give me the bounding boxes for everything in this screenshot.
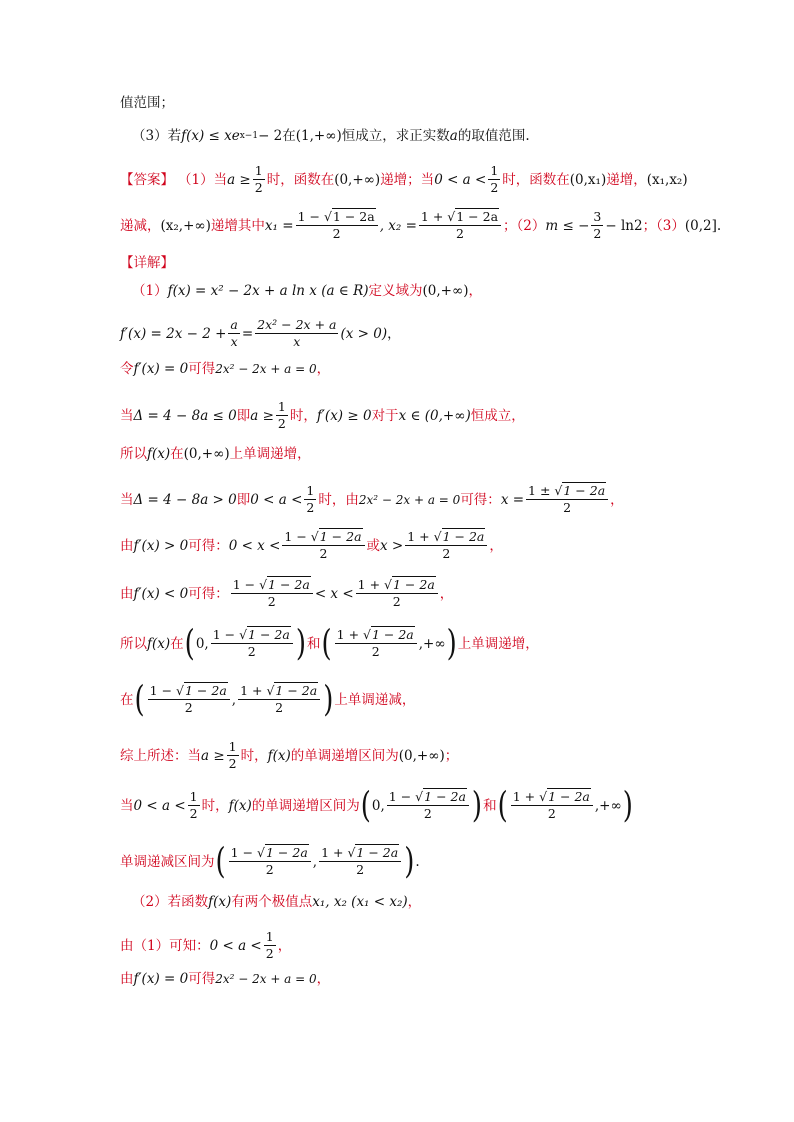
question-line-1 xyxy=(120,94,694,112)
paren-open: ( xyxy=(134,679,145,720)
radicand: 1 − 2a xyxy=(275,683,318,698)
math: f′(x) ≥ 0 xyxy=(316,407,372,424)
text: 或 xyxy=(366,537,381,554)
math: − ln2 xyxy=(605,217,643,234)
denominator: 2 xyxy=(319,546,328,561)
text: 有两个极值点 xyxy=(231,894,313,910)
math: a xyxy=(449,128,458,144)
math: f′(x) > 0 xyxy=(133,537,189,554)
fraction xyxy=(304,484,316,515)
paren-close: ) xyxy=(404,841,415,882)
math: a ≥ xyxy=(227,171,251,188)
text: （1）当 xyxy=(178,171,228,188)
text: 由 xyxy=(120,585,134,602)
text: （3）若 xyxy=(132,128,182,144)
detail-line-13 xyxy=(120,841,694,882)
text: 1 − xyxy=(212,627,240,642)
math: x₁ = xyxy=(264,217,294,234)
math: f′(x) = 0 xyxy=(133,971,189,987)
text: 的取值范围. xyxy=(457,128,530,144)
math: f(x) xyxy=(228,797,252,814)
detail-line-15 xyxy=(120,930,694,961)
math: (0,+∞) xyxy=(422,283,469,299)
text: 和 xyxy=(306,635,321,652)
math-exponent: x−1 xyxy=(239,131,259,141)
math: a ≥ xyxy=(250,407,274,424)
text: . xyxy=(415,853,420,870)
numerator: 1 − √1 − 2a xyxy=(229,846,311,862)
numerator: 1 + √1 − 2a xyxy=(335,628,417,644)
math: 0 < a < xyxy=(133,797,186,814)
fraction xyxy=(231,578,313,609)
math: f′(x) < 0 xyxy=(133,585,189,602)
numerator: 1 + √1 − 2a xyxy=(319,846,401,862)
math: m ≤ − xyxy=(545,217,590,234)
text: 上单调递减， xyxy=(334,691,416,708)
denominator: 2 xyxy=(228,756,237,771)
detail-label: 【详解】 xyxy=(120,255,174,271)
math: (0,+∞) xyxy=(334,171,381,188)
detail-line-12 xyxy=(120,785,694,826)
radicand: 1 − 2a xyxy=(371,627,414,642)
fraction xyxy=(227,740,239,771)
math: 0 < a < xyxy=(250,491,303,508)
text: 令 xyxy=(120,361,134,377)
math: f(x) xyxy=(147,635,171,652)
denominator: 2 xyxy=(189,806,198,821)
denominator: 2 xyxy=(563,500,572,515)
paren-close: ) xyxy=(295,623,306,664)
answer-label: 【答案】 xyxy=(120,171,174,188)
denominator: 2 xyxy=(184,700,193,715)
text: 由（1）可知： xyxy=(120,937,210,954)
detail-line-1 xyxy=(132,282,694,300)
answer-line-1 xyxy=(120,164,694,195)
radicand: 1 − 2a xyxy=(356,845,399,860)
radicand: 1 − 2a xyxy=(563,483,606,498)
fraction xyxy=(296,210,378,241)
text: ， xyxy=(489,537,503,554)
radicand: 1 − 2a xyxy=(442,529,485,544)
math: x ∈ (0,+∞) xyxy=(398,407,471,424)
detail-line-11 xyxy=(120,740,694,771)
fraction xyxy=(387,790,469,821)
denominator: 2 xyxy=(547,806,556,821)
radicand: 1 − 2a xyxy=(266,845,308,860)
text: ， xyxy=(610,491,624,508)
fraction xyxy=(356,578,438,609)
denominator: 2 xyxy=(332,226,341,241)
math: (0,2] xyxy=(684,217,717,234)
text: 在 xyxy=(282,128,296,144)
text: 上单调递增， xyxy=(229,446,311,462)
text: 可得： xyxy=(460,491,501,508)
math: 0 < x < xyxy=(228,537,281,554)
radicand: 1 − 2a xyxy=(248,627,290,642)
text: 恒成立，求正实数 xyxy=(341,128,450,144)
paren-open: ( xyxy=(321,623,332,664)
detail-line-10 xyxy=(120,679,694,720)
math: (0,x₁) xyxy=(569,171,607,188)
text: 由 xyxy=(120,537,134,554)
denominator: 2 xyxy=(267,594,276,609)
text: 所以 xyxy=(120,446,147,462)
text: 上单调递增， xyxy=(457,635,539,652)
text: 在 xyxy=(120,691,134,708)
numerator: 1 + √1 − 2a xyxy=(238,684,320,700)
math: (x₁,x₂) xyxy=(646,171,688,188)
radicand: 1 − 2a xyxy=(456,209,499,224)
math: x₁, x₂ (x₁ < x₂) xyxy=(312,894,408,910)
math: f(x) xyxy=(267,747,291,764)
math: , xyxy=(231,691,237,708)
numerator: 1 − √1 − 2a xyxy=(231,578,313,594)
numerator: 1 − √1 − 2a xyxy=(282,530,364,546)
math: (0,+∞) xyxy=(398,747,445,764)
text: 在 xyxy=(170,446,184,462)
text: 1 + xyxy=(420,209,448,224)
math: , x₂ = xyxy=(379,217,417,234)
numerator: 1 − √1 − 2a xyxy=(211,628,293,644)
numerator: 1 + √1 − 2a xyxy=(419,210,501,226)
detail-line-4 xyxy=(120,400,694,431)
radicand: 1 − 2a xyxy=(268,577,310,592)
text: 当 xyxy=(120,797,134,814)
denominator: x xyxy=(293,334,301,349)
text: 由 xyxy=(120,971,134,987)
denominator: 2 xyxy=(277,416,286,431)
math: Δ = 4 − 8a > 0 xyxy=(133,491,237,508)
detail-label-line xyxy=(120,254,694,272)
text: 1 − xyxy=(284,529,311,544)
fraction xyxy=(228,318,239,349)
text: ， xyxy=(316,361,331,377)
math: 2x² − 2x + a = 0 xyxy=(358,492,461,507)
paren-open: ( xyxy=(360,785,371,826)
math: (1,+∞) xyxy=(295,128,342,144)
denominator: 2 xyxy=(593,226,602,241)
fraction xyxy=(188,790,200,821)
text: 定义域为 xyxy=(368,283,423,299)
text: 恒成立， xyxy=(470,407,525,424)
math: < x < xyxy=(314,585,354,602)
denominator: 2 xyxy=(254,180,263,195)
fraction xyxy=(211,628,293,659)
question-part-3 xyxy=(132,127,694,145)
numerator: 1 xyxy=(277,399,286,414)
numerator: 1 − √1 − 2a xyxy=(296,210,378,226)
text: 所以 xyxy=(120,635,147,652)
math: 0 < a < xyxy=(434,171,487,188)
numerator: 1 xyxy=(189,789,198,804)
text: ， xyxy=(277,937,292,954)
text: 时， xyxy=(289,407,317,424)
text: 递增， xyxy=(606,171,647,188)
text: 的单调递增区间为 xyxy=(290,747,399,764)
denominator: 2 xyxy=(455,226,464,241)
numerator: 1 + √1 − 2a xyxy=(511,790,593,806)
detail-line-7 xyxy=(120,530,694,561)
text: ， xyxy=(316,971,331,987)
radicand: 1 − 2a xyxy=(332,209,375,224)
text: 1 + xyxy=(357,577,385,592)
numerator: 2x² − 2x + a xyxy=(257,317,337,332)
math: 0, xyxy=(371,797,385,814)
math: 2x² − 2x + a = 0 xyxy=(215,972,317,986)
math: Δ = 4 − 8a ≤ 0 xyxy=(133,407,237,424)
text: 1 + xyxy=(321,845,348,860)
detail-line-14 xyxy=(132,893,694,911)
fraction xyxy=(264,930,276,961)
text: 时，函数在 xyxy=(266,171,335,188)
text: 时， xyxy=(240,747,268,764)
numerator: 1 − √1 − 2a xyxy=(148,684,230,700)
text: 即 xyxy=(236,491,251,508)
denominator: 2 xyxy=(356,862,365,877)
text: 综上所述：当 xyxy=(120,747,201,764)
denominator: 2 xyxy=(265,862,274,877)
answer-line-2 xyxy=(120,209,722,241)
text: 值范围； xyxy=(120,95,174,111)
text: ， xyxy=(407,894,422,910)
math: = xyxy=(241,325,254,342)
text: . xyxy=(716,217,722,234)
text: ； xyxy=(444,747,459,764)
text: 对于 xyxy=(371,407,399,424)
math: f′(x) = 0 xyxy=(133,361,189,377)
text: 和 xyxy=(483,797,497,814)
detail-line-8 xyxy=(120,578,694,609)
fraction xyxy=(335,628,417,659)
denominator: 2 xyxy=(275,700,284,715)
numerator: 1 − √1 − 2a xyxy=(387,790,469,806)
fraction xyxy=(253,164,265,195)
radicand: 1 − 2a xyxy=(319,529,362,544)
math: (x₂,+∞) xyxy=(160,217,211,234)
denominator: 2 xyxy=(442,546,451,561)
math: (x > 0) xyxy=(340,325,388,342)
numerator: a xyxy=(230,317,238,332)
math: 0 < a < xyxy=(209,937,262,954)
text: （1） xyxy=(132,283,168,299)
text: 1 ± xyxy=(528,483,555,498)
fraction xyxy=(511,790,593,821)
math: − 2 xyxy=(258,128,283,144)
detail-line-6 xyxy=(120,484,694,515)
fraction xyxy=(229,846,311,877)
radicand: 1 − 2a xyxy=(548,789,590,804)
detail-line-3 xyxy=(120,360,694,378)
text: 1 − xyxy=(149,683,177,698)
detail-line-2 xyxy=(120,318,694,349)
text: 1 − xyxy=(232,577,260,592)
text: 递增；当 xyxy=(380,171,435,188)
numerator: 1 ± √1 − 2a xyxy=(526,484,608,500)
numerator: 1 xyxy=(490,163,499,178)
text: ， xyxy=(387,325,401,342)
math: a ≥ xyxy=(201,747,225,764)
math: f(x) xyxy=(147,446,171,462)
text: 时，由 xyxy=(318,491,359,508)
fraction xyxy=(238,684,320,715)
text: 1 + xyxy=(512,789,540,804)
denominator: 2 xyxy=(306,500,315,515)
fraction xyxy=(405,530,487,561)
denominator: x xyxy=(230,334,238,349)
fraction xyxy=(488,164,500,195)
denominator: 2 xyxy=(247,644,256,659)
denominator: 2 xyxy=(490,180,499,195)
text: ， xyxy=(439,585,454,602)
text: 1 − xyxy=(388,789,416,804)
paren-close: ) xyxy=(323,679,334,720)
math: x > xyxy=(380,537,404,554)
text: 可得： xyxy=(188,585,229,602)
numerator: 1 xyxy=(228,739,237,754)
math: 0, xyxy=(195,635,209,652)
text: ， xyxy=(468,283,483,299)
text: 1 − xyxy=(230,845,258,860)
paren-open: ( xyxy=(184,623,195,664)
fraction xyxy=(419,210,501,241)
text: 可得： xyxy=(188,537,229,554)
math: f(x) = x² − 2x + a ln x (a ∈ R) xyxy=(167,283,369,299)
numerator: 1 + √1 − 2a xyxy=(405,530,487,546)
text: 可得 xyxy=(188,971,216,987)
text: 在 xyxy=(170,635,184,652)
math: (0,+∞) xyxy=(183,446,230,462)
math: , xyxy=(312,853,318,870)
detail-line-5 xyxy=(120,445,694,463)
math: f(x) xyxy=(208,894,232,910)
math: f′(x) = 2x − 2 + xyxy=(120,325,227,342)
fraction xyxy=(148,684,230,715)
paren-close: ) xyxy=(622,785,633,826)
fraction xyxy=(282,530,364,561)
text: 1 + xyxy=(407,529,434,544)
text: （2）若函数 xyxy=(132,894,209,910)
text: 1 + xyxy=(336,627,364,642)
numerator: 1 xyxy=(265,929,274,944)
denominator: 2 xyxy=(265,946,274,961)
fraction xyxy=(591,210,603,241)
paren-open: ( xyxy=(215,841,226,882)
detail-line-16 xyxy=(120,970,694,988)
text: 的单调递增区间为 xyxy=(251,797,360,814)
paren-open: ( xyxy=(497,785,508,826)
text: 1 − xyxy=(297,209,324,224)
fraction xyxy=(526,484,608,515)
math: f(x) ≤ xe xyxy=(181,128,240,144)
denominator: 2 xyxy=(371,644,380,659)
text: 当 xyxy=(120,407,134,424)
paren-close: ) xyxy=(471,785,483,826)
math: ,+∞ xyxy=(594,797,622,814)
fraction xyxy=(276,400,288,431)
radicand: 1 − 2a xyxy=(424,789,466,804)
denominator: 2 xyxy=(423,806,432,821)
text: 递减， xyxy=(120,217,161,234)
text: ；（2） xyxy=(503,217,546,234)
numerator: 1 xyxy=(254,163,263,178)
radicand: 1 − 2a xyxy=(185,683,227,698)
math: 2x² − 2x + a = 0 xyxy=(215,362,317,376)
text: 可得 xyxy=(188,361,216,377)
radicand: 1 − 2a xyxy=(393,577,435,592)
fraction xyxy=(319,846,401,877)
fraction xyxy=(255,318,338,349)
text: 即 xyxy=(236,407,251,424)
paren-close: ) xyxy=(446,623,457,664)
numerator: 1 + √1 − 2a xyxy=(356,578,438,594)
math: x = xyxy=(500,491,525,508)
numerator: 1 xyxy=(306,483,315,498)
detail-line-9 xyxy=(120,623,694,664)
numerator: 3 xyxy=(593,209,602,224)
text: ；（3） xyxy=(642,217,685,234)
math: ,+∞ xyxy=(418,635,446,652)
text: 时， xyxy=(201,797,229,814)
text: 时，函数在 xyxy=(502,171,570,188)
text: 当 xyxy=(120,491,134,508)
text: 单调递减区间为 xyxy=(120,853,215,870)
text: 递增其中 xyxy=(210,217,265,234)
denominator: 2 xyxy=(392,594,401,609)
text: 1 + xyxy=(240,683,267,698)
